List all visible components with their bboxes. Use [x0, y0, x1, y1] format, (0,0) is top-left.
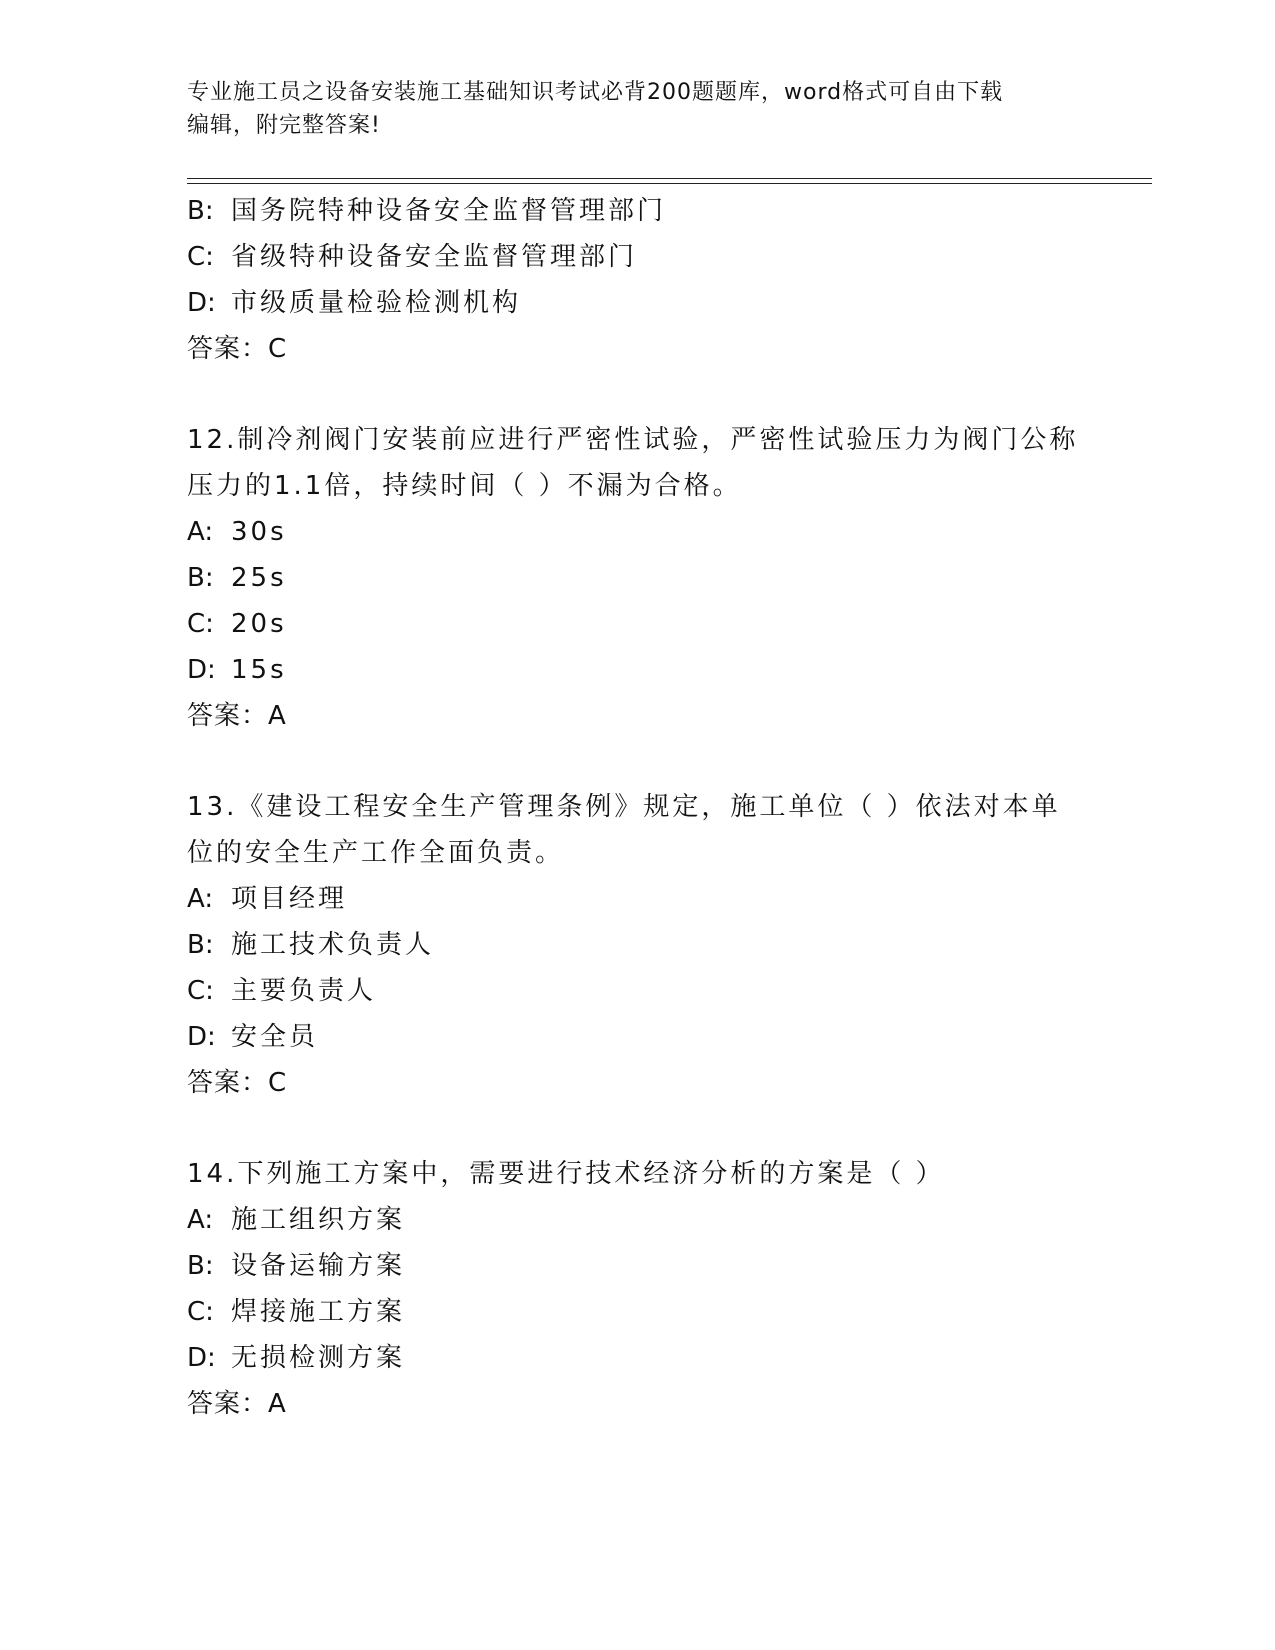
option-label: C: [187, 976, 214, 1006]
option-text: 25s [231, 563, 287, 593]
question-text-line-1: 14.下列施工方案中，需要进行技术经济分析的方案是（ ） [187, 1159, 945, 1189]
option-label: D: [187, 1343, 216, 1373]
option-c [187, 968, 1087, 1014]
answer: 答案：A [187, 1389, 287, 1419]
header-rule-bottom [187, 183, 1152, 184]
document-header [187, 76, 1067, 142]
option-c [187, 1289, 1087, 1335]
option-text: 安全员 [231, 1022, 319, 1052]
answer: 答案：A [187, 701, 287, 731]
option-c [187, 601, 1087, 647]
option-b [187, 1243, 1087, 1289]
option-d [187, 1014, 1087, 1060]
option-label: B: [187, 1251, 214, 1281]
option-text: 国务院特种设备安全监督管理部门 [231, 196, 667, 226]
option-d [187, 1335, 1087, 1381]
spacer [187, 739, 1087, 784]
option-a [187, 509, 1087, 555]
question-list [187, 188, 1087, 1427]
header-line-1: 专业施工员之设备安装施工基础知识考试必背200题题库，word格式可自由下载 [187, 80, 1004, 105]
option-label: B: [187, 930, 214, 960]
option-text: 省级特种设备安全监督管理部门 [231, 242, 638, 272]
option-c [187, 234, 1087, 280]
question-text-line-1: 12.制冷剂阀门安装前应进行严密性试验，严密性试验压力为阀门公称 [187, 425, 1079, 455]
header-line-2: 编辑，附完整答案! [187, 113, 381, 138]
option-label: B: [187, 563, 214, 593]
option-a [187, 1197, 1087, 1243]
option-label: A: [187, 884, 214, 914]
option-text: 20s [231, 609, 287, 639]
option-label: D: [187, 655, 216, 685]
option-text: 项目经理 [231, 884, 348, 914]
question-text-line-1: 13.《建设工程安全生产管理条例》规定，施工单位（ ）依法对本单 [187, 792, 1061, 822]
option-d [187, 647, 1087, 693]
option-text: 市级质量检验检测机构 [231, 288, 522, 318]
option-label: B: [187, 196, 214, 226]
option-b [187, 188, 1087, 234]
header-rule-top [187, 178, 1152, 179]
option-label: A: [187, 517, 214, 547]
option-d [187, 280, 1087, 326]
question-13 [187, 784, 1087, 1106]
answer: 答案：C [187, 1068, 288, 1098]
question-11-tail [187, 188, 1087, 372]
question-text-line-2: 压力的1.1倍，持续时间（ ）不漏为合格。 [187, 471, 742, 501]
option-b [187, 922, 1087, 968]
option-label: D: [187, 288, 216, 318]
option-label: C: [187, 609, 214, 639]
option-text: 主要负责人 [231, 976, 377, 1006]
spacer [187, 372, 1087, 417]
option-a [187, 876, 1087, 922]
option-b [187, 555, 1087, 601]
option-text: 施工组织方案 [231, 1205, 406, 1235]
question-12 [187, 417, 1087, 739]
option-label: A: [187, 1205, 214, 1235]
option-text: 无损检测方案 [231, 1343, 406, 1373]
option-text: 15s [231, 655, 287, 685]
question-text-line-2: 位的安全生产工作全面负责。 [187, 838, 565, 868]
option-label: C: [187, 242, 214, 272]
option-text: 焊接施工方案 [231, 1297, 406, 1327]
option-text: 30s [231, 517, 287, 547]
answer: 答案：C [187, 334, 288, 364]
spacer [187, 1106, 1087, 1151]
question-14 [187, 1151, 1087, 1427]
option-text: 施工技术负责人 [231, 930, 435, 960]
option-label: D: [187, 1022, 216, 1052]
option-text: 设备运输方案 [231, 1251, 406, 1281]
option-label: C: [187, 1297, 214, 1327]
